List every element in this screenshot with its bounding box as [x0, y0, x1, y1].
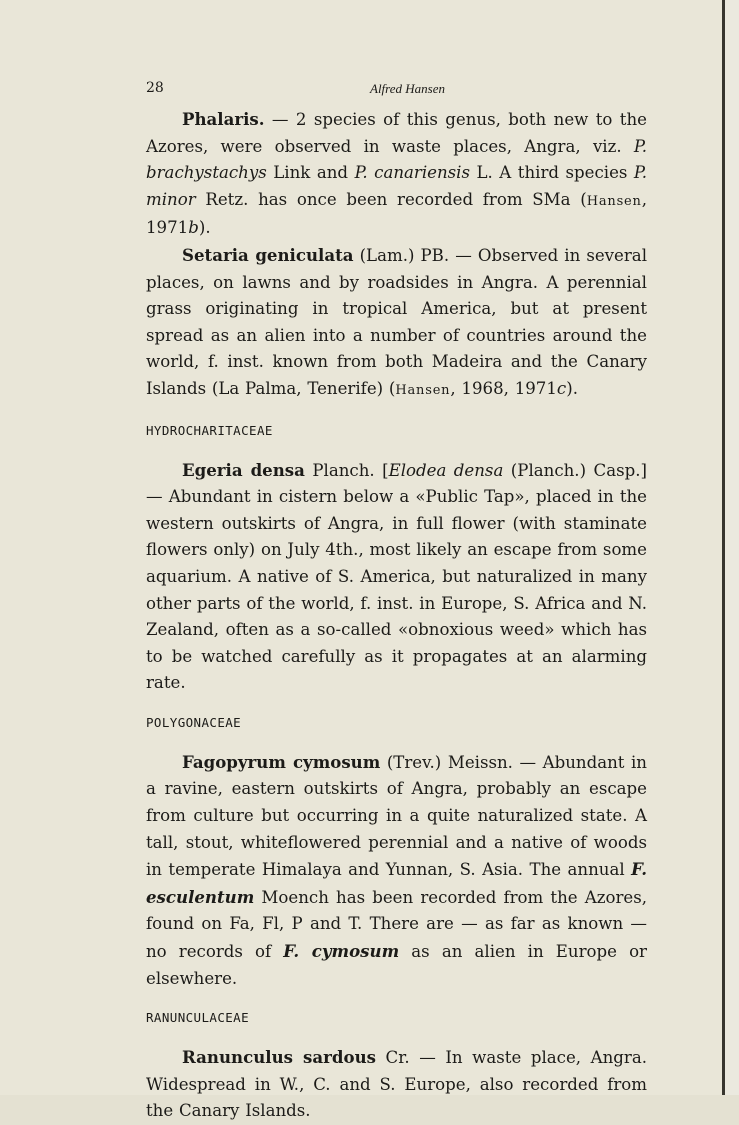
main-text [146, 106, 647, 1125]
author-citation: Hansen [395, 382, 451, 398]
taxon-name: Phalaris. [182, 109, 265, 129]
taxon-name: Ranunculus sardous [182, 1047, 376, 1068]
taxon-name: Fagopyrum cymosum [182, 751, 381, 772]
species-name: P. canariensis [354, 163, 470, 183]
page-header [146, 80, 646, 100]
running-head: Alfred Hansen [370, 81, 445, 96]
page-number: 28 [146, 80, 164, 96]
species-name: P. brachystachys [146, 136, 647, 183]
entry-ranunculus: Ranunculus sardous Cr. — In waste place, Angra. Widespread in W., C. and S. Europe, also recorded from the Canary Islands. [146, 1047, 647, 1121]
entry-fagopyrum: Fagopyrum cymosum (Trev.) Meissn. — Abundant in a ravine, eastern outskirts of Angra, probably an escape from culture but occurring in a quite naturalized state. A tall, stout, whiteflowered perennial and a native of woods in temperate Himalaya and Yunnan, S. Asia. The annual F. esculentum Moench has been recorded from the Azores, found on Fa, Fl, P and T. There are — as far as known — no records of F. cymosum as an alien in Europe or elsewhere. [146, 751, 647, 988]
synonym-name: Elodea densa [388, 460, 504, 480]
page-edge-divider [722, 0, 739, 1095]
author-citation: Hansen [586, 193, 642, 209]
species-name: P. minor [146, 163, 647, 209]
family-heading-hydrocharitaceae: HYDROCHARITACEAE [146, 422, 273, 438]
entry-egeria: Egeria densa Planch. [Elodea densa (Planch.) Casp.] — Abundant in cistern below a «Public Tap», placed in the western outskirts of Angra, in full flower (with staminate flowers only) on July 4th., most likely an escape from some aquarium. A native of S. America, but naturalized in many other parts of the world, f. inst. in Europe, S. Africa and N. Zealand, often as a so-called «obnoxious weed» which has to be watched carefully as it propagates at an alarming rate. [146, 459, 647, 693]
taxon-name: Egeria densa [182, 459, 305, 480]
entry-phalaris: Phalaris. — 2 species of this genus, both new to the Azores, were observed in waste places, Angra, viz. P. brachystachys Link and P. canariensis L. A third species P. minor Retz. has once been recorded from SMa (Hansen, 1971b). [146, 109, 647, 238]
species-name: F. esculentum [146, 859, 647, 907]
entry-setaria: Setaria geniculata (Lam.) PB. — Observed in several places, on lawns and by roadsides in Angra. A perennial grass originating in tropical America, but at present spread as an alien into a number of countries around the world, f. inst. known from both Madeira and the Canary Islands (La Palma, Tenerife) (Hansen, 1968, 1971c). [146, 244, 647, 398]
family-heading-ranunculaceae: RANUNCULACEAE [146, 1010, 250, 1026]
species-name: F. cymosum [283, 941, 400, 962]
taxon-name: Setaria geniculata [182, 244, 354, 265]
family-heading-polygonaceae: POLYGONACEAE [146, 714, 242, 730]
